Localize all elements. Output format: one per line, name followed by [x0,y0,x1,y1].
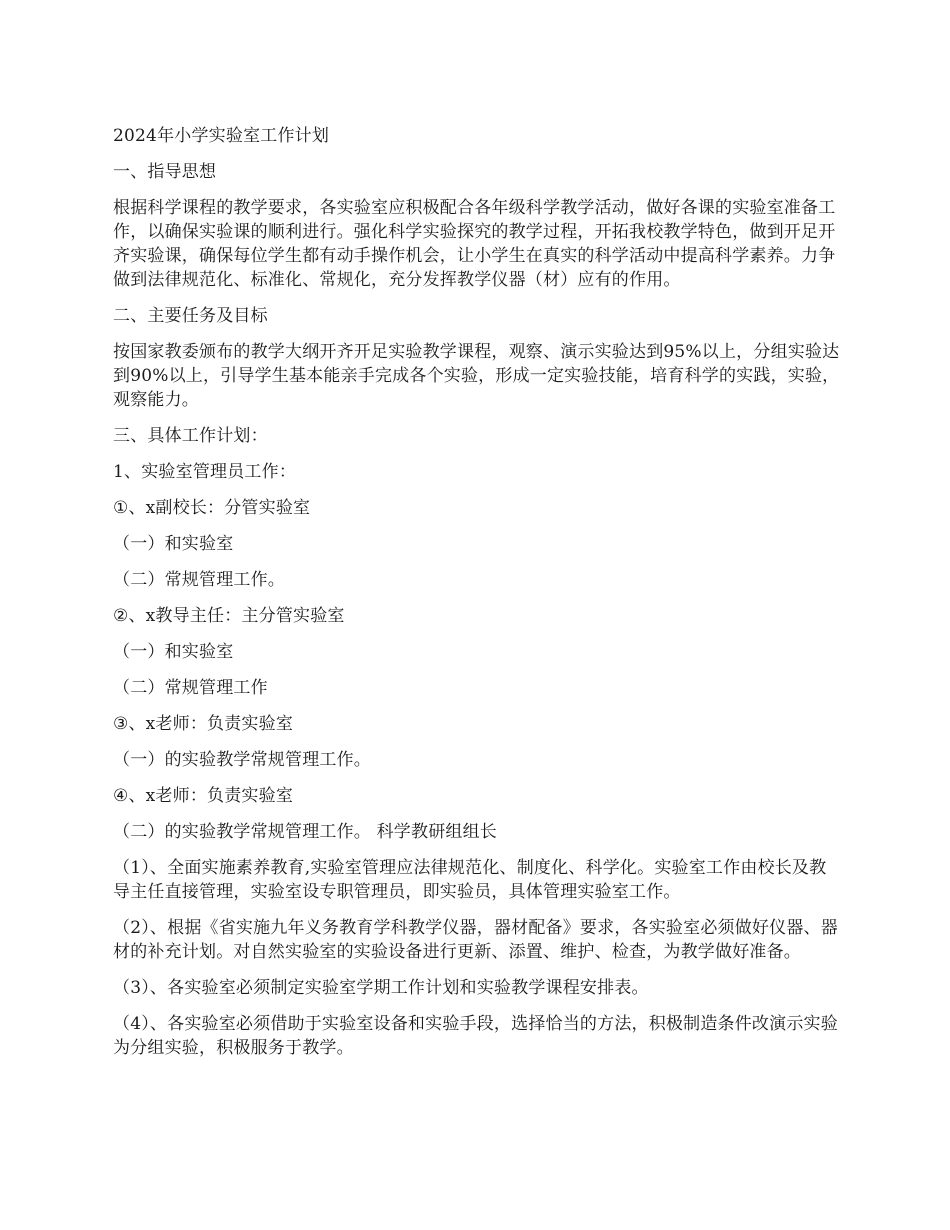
list-item-routine-management: （二）常规管理工作。 [113,570,285,590]
subheading-lab-admin-work: 1、实验室管理员工作： [113,462,297,482]
paragraph-tasks-goals: 按国家教委颁布的教学大纲开齐开足实验教学课程，观察、演示实验达到95%以上，分组实验达到90%以上，引导学生基本能亲手完成各个实验，形成一定实验技能，培育科学的实践，实验，观察能力。 [113,342,840,410]
list-item-lab-one-teaching: （一）的实验教学常规管理工作。 [113,750,371,770]
list-item-academic-director: ②、x教导主任：主分管实验室 [113,606,345,626]
list-item-lab-one: （一）和实验室 [113,534,234,554]
numbered-item-1: （1）、全面实施素养教育,实验室管理应法律规范化、制度化、科学化。实验室工作由校长及教导主任直接管理，实验室设专职管理员，即实验员，具体管理实验室工作。 [113,858,827,902]
list-item-routine-management: （二）常规管理工作 [113,678,268,698]
document-body [113,124,840,1072]
section-heading-work-plan: 三、具体工作计划： [113,426,268,446]
document-title: 2024年小学实验室工作计划 [113,126,330,146]
paragraph-guiding-thought: 根据科学课程的教学要求，各实验室应积极配合各年级科学教学活动，做好各课的实验室准备工作，以确保实验课的顺利进行。强化科学实验探究的教学过程，开拓我校教学特色，做到开足开齐实验课，确保每位学生都有动手操作机会，让小学生在真实的科学活动中提高科学素养。力争做到法律规范化、标准化、常规化，充分发挥教学仪器（材）应有的作用。 [113,198,836,290]
list-item-teacher-two: ④、x老师：负责实验室 [113,786,294,806]
list-item-lab-two-teaching: （二）的实验教学常规管理工作。 科学教研组组长 [113,822,498,842]
section-heading-tasks-goals: 二、主要任务及目标 [113,306,268,326]
numbered-item-4: （4）、各实验室必须借助于实验室设备和实验手段，选择恰当的方法，积极制造条件改演示实验为分组实验，积极服务于教学。 [113,1014,838,1058]
numbered-item-3: （3）、各实验室必须制定实验室学期工作计划和实验教学课程安排表。 [113,978,649,998]
numbered-item-2: （2）、根据《省实施九年义务教育学科教学仪器，器材配备》要求，各实验室必须做好仪器、器材的补充计划。对自然实验室的实验设备进行更新、添置、维护、检查，为教学做好准备。 [113,918,838,962]
list-item-teacher-one: ③、x老师：负责实验室 [113,714,294,734]
section-heading-guiding-thought: 一、指导思想 [113,162,217,182]
list-item-vice-principal: ①、x副校长：分管实验室 [113,498,311,518]
list-item-lab-one: （一）和实验室 [113,642,234,662]
